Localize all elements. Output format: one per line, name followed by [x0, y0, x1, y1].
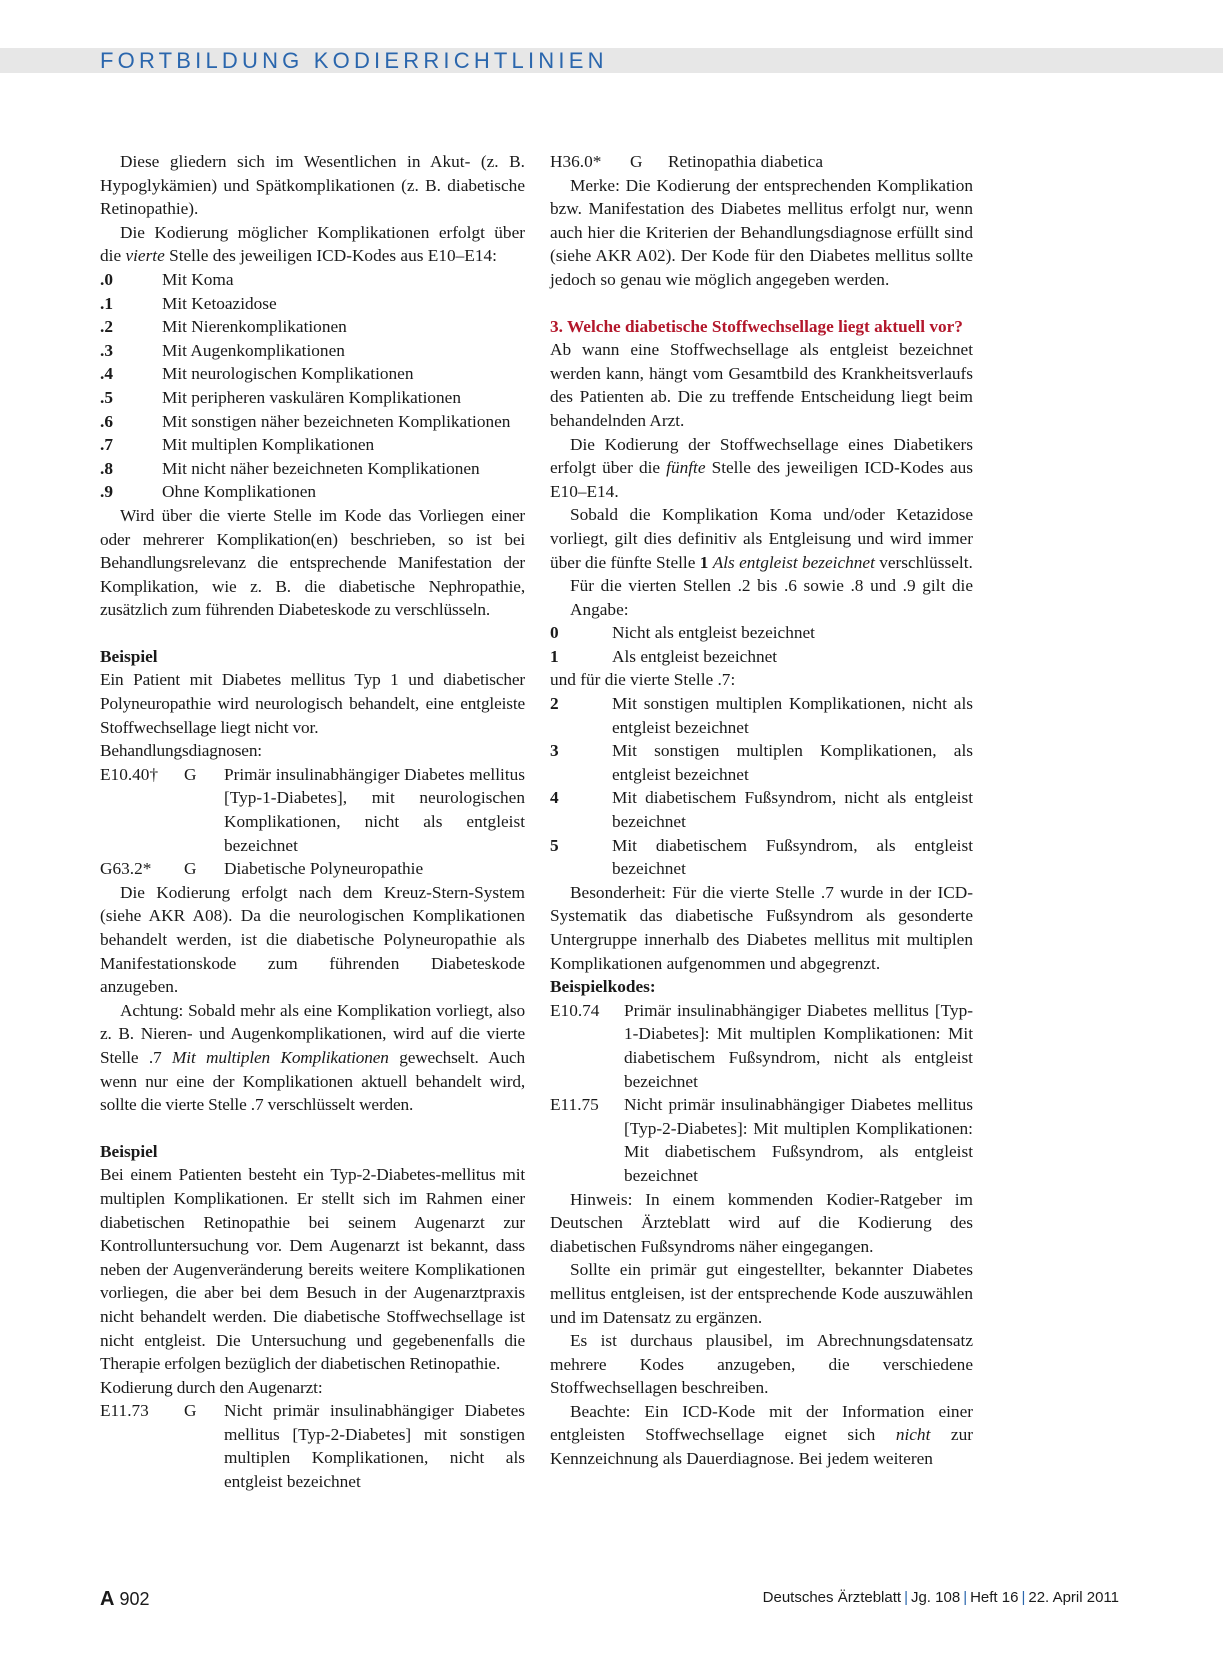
example-code: E11.75 — [550, 1095, 599, 1115]
paragraph: Die Kodierung erfolgt nach dem Kreuz-Stern-System (siehe AKR A08). Da die neurologischen Komplikationen behandelt werden, ist die diabetische Polyneuropathie als Manifestationskode zum führenden Diabeteskode anzugeben. — [100, 882, 525, 997]
diagnosis-code: E10.40† — [100, 764, 159, 784]
status-code-text: Mit diabetischem Fußsyndrom, als entgleist bezeichnet — [612, 835, 973, 879]
code-number: .4 — [100, 364, 113, 384]
status-code-number: 2 — [550, 694, 559, 714]
code-text: Mit Nierenkomplikationen — [162, 317, 347, 337]
example-code-text: Primär insulinabhängiger Diabetes mellitus [Typ-1-Diabetes]: Mit multiplen Komplikationen: Mit diabetischem Fußsyndrom, nicht als entgleist bezeichnet — [624, 1000, 973, 1091]
code-number: .9 — [100, 482, 113, 502]
status-code-row — [550, 621, 973, 645]
code-text: Ohne Komplikationen — [162, 482, 317, 502]
status-code-text: Mit sonstigen multiplen Komplikationen, nicht als entgleist bezeichnet — [612, 694, 973, 737]
diagnosis-row — [100, 1399, 525, 1493]
code-number: .0 — [100, 269, 113, 289]
paragraph: Diese gliedern sich im Wesentlichen in Akut- (z. B. Hypoglykämien) und Spätkomplikationen (z. B. diabetische Retinopathie). — [100, 152, 525, 219]
code-row — [100, 362, 525, 386]
paragraph: Beachte: Ein ICD-Kode mit der Information einer entgleisten Stoffwechsellage eignet sich nicht zur Kennzeichnung als Dauerdiagnose. Bei jedem weiteren — [550, 1401, 973, 1469]
diagnosis-row: H36.0* G Retinopathia diabetica — [550, 152, 823, 171]
code-text: Mit Augenkomplikationen — [162, 340, 345, 360]
code-number: .5 — [100, 387, 113, 407]
code-row — [100, 433, 525, 457]
diagnosis-code: G63.2* — [100, 859, 152, 879]
status-code-text: Mit sonstigen multiplen Komplikationen, als entgleist bezeichnet — [612, 741, 973, 784]
diagnosis-certainty: G — [184, 764, 197, 784]
code-text: Mit Ketoazidose — [162, 293, 277, 313]
journal-name: Deutsches Ärzteblatt — [762, 1589, 902, 1606]
date: 22. April 2011 — [1028, 1589, 1119, 1606]
code-row — [100, 480, 525, 504]
status-code-row — [550, 834, 973, 881]
example-code-text: Nicht primär insulinabhängiger Diabetes mellitus [Typ-2-Diabetes]: Mit multiplen Komplikationen: Mit diabetischem Fußsyndrom, als entgleist bezeichnet — [624, 1095, 973, 1185]
status-code-number: 5 — [550, 835, 559, 855]
code-text: Mit neurologischen Komplikationen — [162, 364, 414, 384]
code-row — [100, 292, 525, 316]
diagnosis-certainty: G — [184, 859, 197, 879]
paragraph: Sollte ein primär gut eingestellter, bekannter Diabetes mellitus entgleisen, ist der entsprechende Kode auszuwählen und im Datensatz zu ergänzen. — [550, 1260, 973, 1327]
paragraph: Wird über die vierte Stelle im Kode das Vorliegen einer oder mehrerer Komplikation(en) beschrieben, so ist bei Behandlungsrelevanz die entsprechende Manifestation der Komplikation, wie z. B. die diabetische Nephropathie, zusätzlich zum führenden Diabeteskode zu verschlüsseln. — [100, 505, 525, 620]
example-code-row — [550, 1093, 973, 1187]
code-text: Mit peripheren vaskulären Komplikationen — [162, 387, 461, 407]
status-code-row — [550, 692, 973, 739]
status-code-text: Mit diabetischem Fußsyndrom, nicht als entgleist bezeichnet — [612, 788, 973, 832]
example-code-row — [550, 999, 973, 1093]
code-number: .7 — [100, 435, 113, 455]
paragraph: Besonderheit: Für die vierte Stelle .7 wurde in der ICD-Systematik das diabetische Fußsyndrom als gesonderte Untergruppe innerhalb des Diabetes mellitus mit multiplen Komplikationen aufgenommen und abgegrenzt. — [550, 882, 973, 973]
paragraph: Achtung: Sobald mehr als eine Komplikation vorliegt, also z. B. Nieren- und Augenkomplikationen, wird auf die vierte Stelle .7 Mit multiplen Komplikationen gewechselt. Auch wenn nur eine der Komplikationen aktuell behandelt wird, sollte die vierte Stelle .7 verschlüsselt werden. — [100, 1000, 525, 1115]
status-code-text: Nicht als entgleist bezeichnet — [612, 623, 815, 643]
example-code-list — [550, 999, 973, 1188]
diagnosis-code: E11.73 — [100, 1401, 149, 1421]
diagnosis-text: Diabetische Polyneuropathie — [224, 859, 424, 879]
diagnosis-row — [100, 763, 525, 857]
code-row — [100, 386, 525, 410]
status-code-row — [550, 786, 973, 833]
code-text: Mit sonstigen näher bezeichneten Komplikationen — [162, 411, 511, 431]
paragraph: Für die vierten Stellen .2 bis .6 sowie .8 und .9 gilt die Angabe: — [570, 576, 973, 619]
diagnosis-text: Nicht primär insulinabhängiger Diabetes mellitus [Typ-2-Diabetes] mit sonstigen multiplen Komplikationen, nicht als entgleist bezeichnet — [224, 1401, 525, 1492]
diagnosis-certainty: G — [184, 1401, 197, 1421]
section-subheading: 3. Welche diabetische Stoffwechsellage liegt aktuell vor? — [550, 316, 963, 336]
diagnosis-text: Primär insulinabhängiger Diabetes mellitus [Typ-1-Diabetes], mit neurologischen Komplikationen, nicht als entgleist bezeichnet — [224, 764, 525, 855]
example-heading: Beispiel — [100, 646, 158, 666]
status-code-list — [550, 692, 973, 881]
code-row — [100, 457, 525, 481]
footer-citation: Deutsches Ärzteblatt | Jg. 108 | Heft 16 | 22. April 2011 — [762, 1589, 1119, 1606]
code-number: .3 — [100, 340, 113, 360]
paragraph: Es ist durchaus plausibel, im Abrechnungsdatensatz mehrere Kodes anzugeben, die verschiedene Stoffwechsellagen beschreiben. — [550, 1331, 973, 1398]
example-codes-heading: Beispielkodes: — [550, 977, 656, 997]
code-number: .6 — [100, 411, 113, 431]
code-text: Mit Koma — [162, 269, 234, 289]
paragraph: Sobald die Komplikation Koma und/oder Ketazidose vorliegt, gilt dies definitiv als Entgleisung und wird immer über die fünfte Stelle 1 Als entgleist bezeichnet verschlüsselt. — [550, 505, 973, 572]
right-column — [550, 150, 973, 1471]
section-title: FORTBILDUNG KODIERRICHTLINIEN — [100, 48, 608, 73]
paragraph: Die Kodierung möglicher Komplikationen erfolgt über die vierte Stelle des jeweiligen ICD-Kodes aus E10–E14: — [100, 222, 525, 266]
code-row — [100, 410, 525, 434]
example-label: Kodierung durch den Augenarzt: — [100, 1377, 323, 1397]
status-code-number: 1 — [550, 646, 559, 666]
code-text: Mit nicht näher bezeichneten Komplikationen — [162, 458, 480, 478]
paragraph: Ab wann eine Stoffwechsellage als entgleist bezeichnet werden kann, hängt vom Gesamtbild des Krankheitsverlaufs des Patienten ab. Die zu treffende Entscheidung liegt beim behandelnden Arzt. — [550, 340, 973, 430]
issue: Heft 16 — [970, 1589, 1019, 1606]
paragraph: und für die vierte Stelle .7: — [550, 670, 736, 690]
code-number: .8 — [100, 458, 113, 478]
paragraph: Die Kodierung der Stoffwechsellage eines Diabetikers erfolgt über die fünfte Stelle des jeweiligen ICD-Kodes aus E10–E14. — [550, 434, 973, 501]
code-row — [100, 315, 525, 339]
code-number: .1 — [100, 293, 113, 313]
status-code-number: 0 — [550, 623, 559, 643]
code-number: .2 — [100, 317, 113, 337]
diagnosis-row — [100, 857, 525, 881]
complication-code-list — [100, 268, 525, 504]
page-number: A 902 — [100, 1588, 150, 1610]
status-code-row — [550, 645, 973, 669]
status-code-number: 3 — [550, 741, 559, 761]
example-code: E10.74 — [550, 1000, 600, 1020]
left-column — [100, 150, 525, 1494]
example-text: Bei einem Patienten besteht ein Typ-2-Diabetes-mellitus mit multiplen Komplikationen. Er stellt sich im Rahmen einer diabetischen Retinopathie bei seinem Augenarzt zur Kontrolluntersuchung vor. Dem Augenarzt ist bekannt, dass neben der Augenveränderung bereits weitere Komplikationen vorliegen, die aber bei dem Besuch in der Augenarztpraxis nicht behandelt werden. Die diabetische Stoffwechsellage ist nicht entgleist. Die Untersuchung und gegebenenfalls die Therapie erfolgen bezüglich der diabetischen Retinopathie. — [100, 1165, 525, 1374]
example-text: Ein Patient mit Diabetes mellitus Typ 1 und diabetischer Polyneuropathie wird neurologisch behandelt, eine entgleiste Stoffwechsellage liegt nicht vor. — [100, 670, 525, 737]
status-code-row — [550, 739, 973, 786]
status-code-number: 4 — [550, 788, 559, 808]
diagnosis-list — [100, 763, 525, 881]
example-heading: Beispiel — [100, 1141, 158, 1161]
volume: Jg. 108 — [910, 1589, 961, 1606]
code-row — [100, 268, 525, 292]
diagnosis-list — [100, 1399, 525, 1493]
code-row — [100, 339, 525, 363]
status-code-list — [550, 621, 973, 668]
paragraph: Hinweis: In einem kommenden Kodier-Ratgeber im Deutschen Ärzteblatt wird auf die Kodierung des diabetischen Fußsyndroms näher eingegangen. — [550, 1189, 973, 1256]
status-code-text: Als entgleist bezeichnet — [612, 646, 778, 666]
paragraph: Merke: Die Kodierung der entsprechenden Komplikation bzw. Manifestation des Diabetes mellitus erfolgt nur, wenn auch hier die Kriterien der Behandlungsdiagnose erfüllt sind (siehe AKR A02). Der Kode für den Diabetes mellitus sollte jedoch so genau wie möglich angegeben werden. — [550, 175, 973, 289]
code-text: Mit multiplen Komplikationen — [162, 435, 375, 455]
example-label: Behandlungsdiagnosen: — [100, 741, 262, 761]
